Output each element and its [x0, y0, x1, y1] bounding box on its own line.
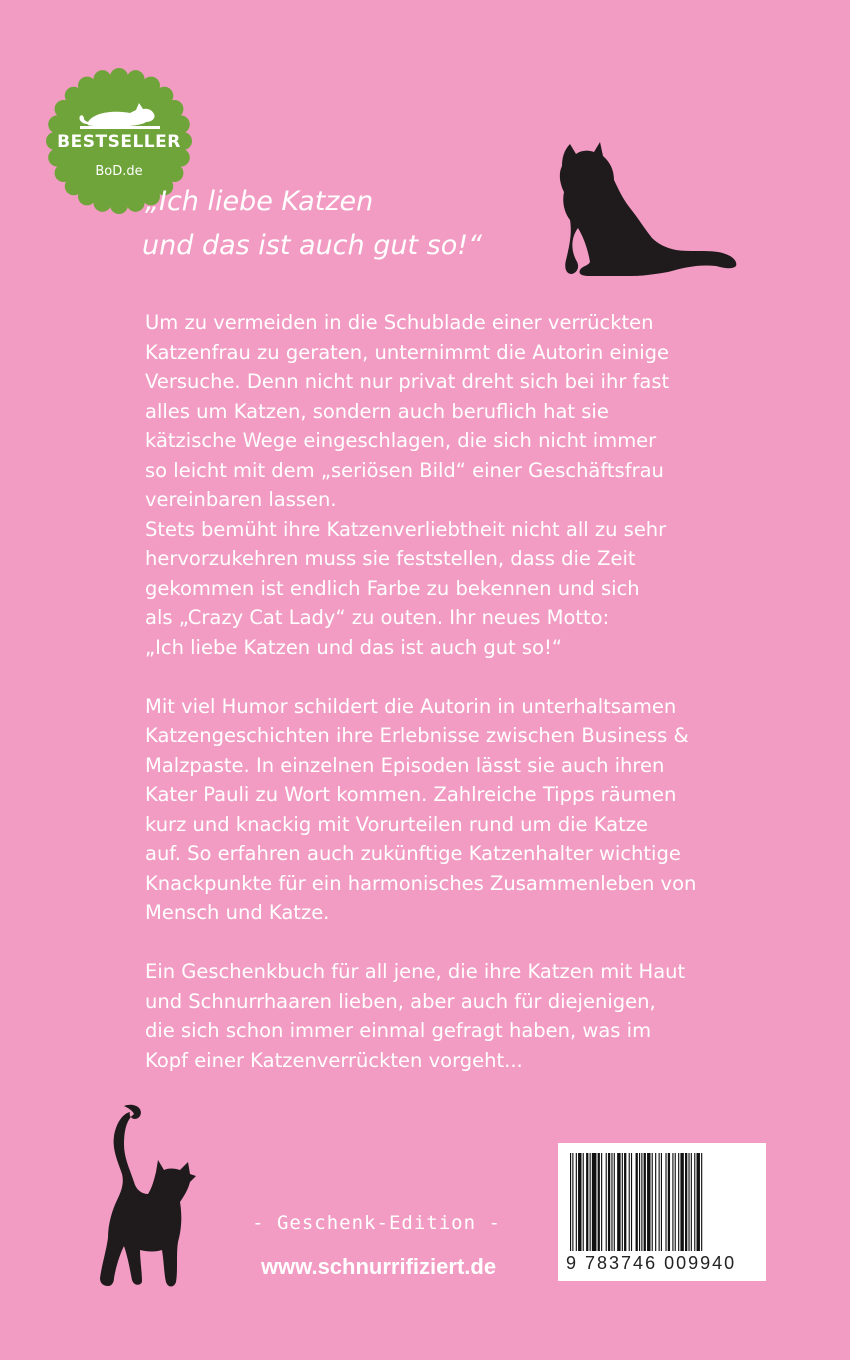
blurb-line: Kopf einer Katzenverrückten vorgeht...: [145, 1048, 523, 1072]
blurb-paragraph-2: [145, 692, 745, 928]
isbn-barcode: [558, 1143, 766, 1281]
blurb-line: Versuche. Denn nicht nur privat dreht sich bei ihr fast: [145, 370, 670, 393]
blurb-line: Mit viel Humor schildert die Autorin in unterhaltsamen: [145, 694, 677, 718]
blurb-line: so leicht mit dem „seriösen Bild“ einer Geschäftsfrau: [145, 458, 664, 482]
blurb-paragraph-3: [145, 957, 745, 1075]
blurb-line: die sich schon immer einmal gefragt haben, was im: [145, 1019, 652, 1042]
website-link[interactable]: www.schnurrifiziert.de: [260, 1254, 497, 1279]
blurb-line: auf. So erfahren auch zukünftige Katzenhalter wichtige: [145, 842, 681, 865]
blurb-line: vereinbaren lassen.: [145, 488, 337, 511]
blurb-line: Kater Pauli zu Wort kommen. Zahlreiche Tipps räumen: [145, 783, 677, 806]
blurb-line: Um zu vermeiden in die Schublade einer verrückten: [145, 311, 654, 334]
blurb-line: hervorzukehren muss sie feststellen, dass die Zeit: [145, 547, 636, 570]
edition-label: - Geschenk-Edition -: [252, 1212, 501, 1234]
blurb-line: gekommen ist endlich Farbe zu bekennen und sich: [145, 576, 640, 600]
blurb-line: alles um Katzen, sondern auch beruflich hat sie: [145, 399, 609, 423]
blurb-line: Katzengeschichten ihre Erlebnisse zwischen Business &: [145, 724, 689, 747]
blurb-text: [145, 308, 745, 1075]
badge-subtitle: BoD.de: [95, 164, 143, 179]
sitting-cat-icon: [548, 140, 740, 280]
blurb-line: „Ich liebe Katzen und das ist auch gut so!“: [145, 635, 562, 659]
blurb-line: kurz und knackig mit Vorurteilen rund um die Katze: [145, 812, 648, 836]
headline-quote: [142, 180, 565, 268]
quote-line-2: und das ist auch gut so!“: [142, 230, 483, 261]
blurb-paragraph-1: [145, 308, 745, 662]
blurb-line: Knackpunkte für ein harmonisches Zusammenleben von: [145, 871, 697, 895]
blurb-line: und Schnurrhaaren lieben, aber auch für diejenigen,: [145, 989, 656, 1013]
blurb-line: Katzenfrau zu geraten, unternimmt die Autorin einige: [145, 340, 670, 364]
blurb-line: als „Crazy Cat Lady“ zu outen. Ihr neues Motto:: [145, 606, 610, 629]
blurb-line: kätzische Wege eingeschlagen, die sich nicht immer: [145, 429, 657, 452]
badge-title: BESTSELLER: [57, 132, 181, 152]
blurb-line: Ein Geschenkbuch für all jene, die ihre Katzen mit Haut: [145, 960, 686, 983]
quote-line-1: „Ich liebe Katzen: [145, 186, 374, 217]
isbn-number: 9 783746 009940: [566, 1253, 737, 1273]
barcode-bars: [570, 1153, 754, 1251]
blurb-line: Mensch und Katze.: [145, 901, 330, 924]
blurb-line: Malzpaste. In einzelnen Episoden lässt sie auch ihren: [145, 753, 665, 777]
standing-cat-icon: [78, 1102, 198, 1294]
blurb-line: Stets bemüht ihre Katzenverliebtheit nicht all zu sehr: [145, 517, 667, 541]
